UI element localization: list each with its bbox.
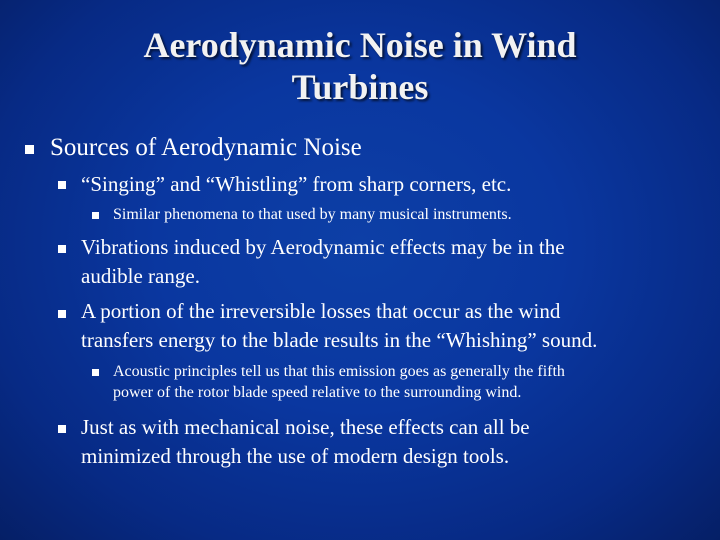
- square-bullet-icon: [58, 245, 66, 253]
- title-line-2: Turbines: [291, 67, 429, 107]
- bullet-line: power of the rotor blade speed relative to the surrounding wind.: [113, 384, 522, 401]
- square-bullet-icon: [58, 425, 66, 433]
- bullet-line: Vibrations induced by Aerodynamic effects may be in the: [81, 235, 565, 259]
- bullet-line: A portion of the irreversible losses that occur as the wind: [81, 299, 561, 323]
- square-bullet-icon: [58, 181, 66, 189]
- bullet-text: [113, 361, 565, 403]
- bullet-line: Acoustic principles tell us that this emission goes as generally the fifth: [113, 363, 565, 380]
- bullet-line: Just as with mechanical noise, these effects can all be: [81, 415, 530, 439]
- slide-title: [60, 24, 660, 108]
- square-bullet-icon: [92, 212, 99, 219]
- bullet-text: Similar phenomena to that used by many musical instruments.: [113, 206, 512, 223]
- square-bullet-icon: [58, 310, 66, 318]
- bullet-line: transfers energy to the blade results in the “Whishing” sound.: [81, 328, 598, 352]
- square-bullet-icon: [25, 145, 34, 154]
- bullet-line: minimized through the use of modern design tools.: [81, 444, 510, 468]
- bullet-text: “Singing” and “Whistling” from sharp corners, etc.: [81, 172, 512, 196]
- square-bullet-icon: [92, 369, 99, 376]
- bullet-text: Sources of Aerodynamic Noise: [50, 134, 362, 161]
- bullet-text: [81, 233, 565, 291]
- bullet-line: audible range.: [81, 264, 200, 288]
- title-line-1: Aerodynamic Noise in Wind: [143, 25, 577, 65]
- bullet-text: [81, 297, 597, 355]
- bullet-text: [81, 413, 530, 471]
